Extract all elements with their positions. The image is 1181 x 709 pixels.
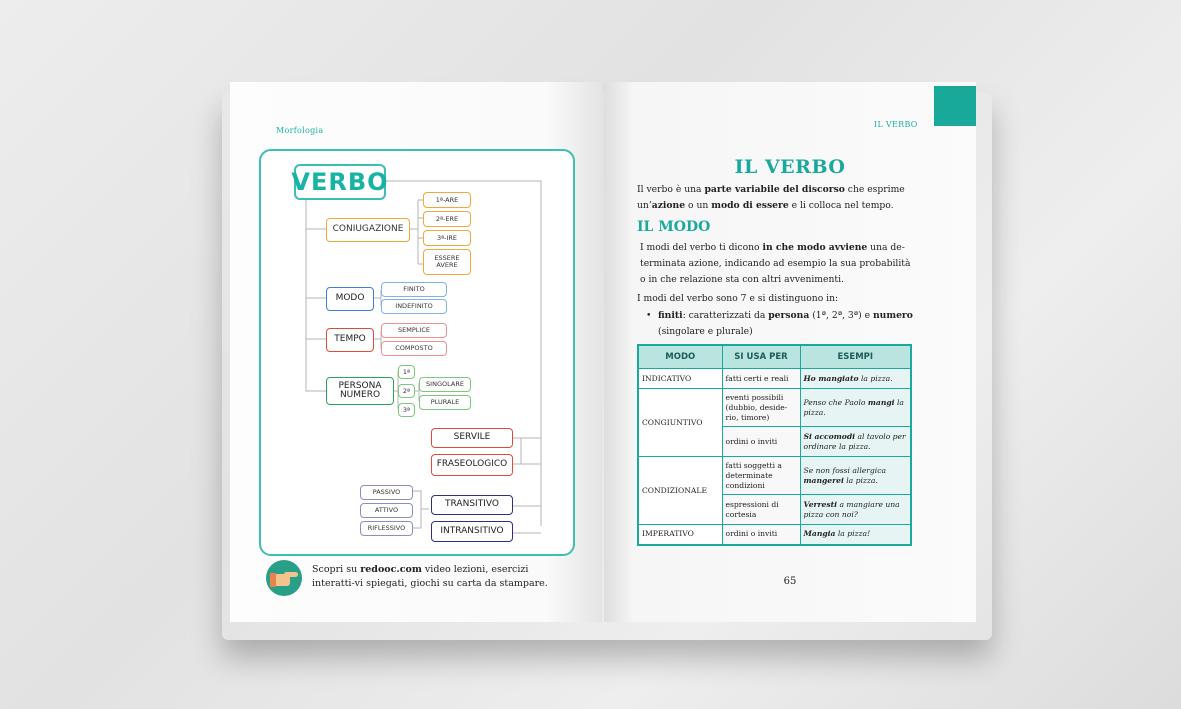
node-coniugazione: CONIUGAZIONE [326,218,410,242]
right-page [604,82,976,622]
ex-rest: la pizza. [803,397,904,417]
map-root-verbo: VERBO [294,164,386,200]
pointing-hand-icon [266,560,302,596]
ex-rest: la pizza. [843,475,878,485]
table-cell-esempio [800,525,911,545]
table-cell-modo: INDICATIVO [638,369,722,389]
chapter-tab [934,86,976,126]
node-attivo: ATTIVO [360,503,413,518]
verb-mind-map [259,149,575,556]
intro-b: parte variabile del discorso [704,184,845,195]
page-number: 65 [783,576,797,587]
node-terza-coniugazione: 3ª-IRE [423,230,471,246]
table-header: ESEMPI [800,345,911,369]
node-singolare: SINGOLARE [419,377,471,392]
intro-c: che esprime un’ [637,184,905,211]
table-cell-esempio [800,369,911,389]
node-transitivo: TRANSITIVO [431,495,513,515]
node-terza-persona: 3ª [398,403,415,417]
node-tempo: TEMPO [326,328,374,352]
page-title: IL VERBO [734,156,846,178]
intro-d: azione [651,200,686,211]
ex-bold: Si accomodi [803,431,856,441]
table-row [638,457,911,495]
intro-paragraph [637,182,915,214]
node-riflessivo: RIFLESSIVO [360,521,413,536]
table-cell-modo: CONGIUNTIVO [638,389,722,457]
table-cell-uso: eventi possibili (dubbio, deside-rio, timore) [722,389,800,427]
table-cell-esempio [800,495,911,525]
node-persona-numero: PERSONA NUMERO [326,377,394,405]
table-cell-esempio [800,389,911,427]
ex-bold: Verresti [803,499,838,509]
ex-rest: a mangiare una pizza con noi? [803,499,900,519]
ex-a: Se non fossi allergica [803,465,886,475]
right-page-header: IL VERBO [874,120,918,129]
node-passivo: PASSIVO [360,485,413,500]
node-prima-coniugazione: 1ª-ARE [423,192,471,208]
table-cell-uso: ordini o inviti [722,427,800,457]
ex-rest: al tavolo per ordinare la pizza. [803,431,906,451]
bullet-f: (singolare e plurale) [658,326,753,337]
promo-text [312,563,572,591]
ex-bold: mangerei [803,475,844,485]
node-fraseologico: FRASEOLOGICO [431,454,513,476]
node-seconda-persona: 2ª [398,384,415,398]
table-cell-uso: fatti certi e reali [722,369,800,389]
bullet-e: numero [872,310,913,321]
modo-p1-a: I modi del verbo ti dicono [640,242,763,253]
table-cell-modo: IMPERATIVO [638,525,722,545]
modo-p1-b: in che modo avviene [762,242,868,253]
table-row [638,389,911,427]
intro-a: Il verbo è una [637,184,705,195]
promo-post: video lezioni, esercizi interatti-vi spiegati, giochi su carta da stampare. [312,564,548,589]
node-intransitivo: INTRANSITIVO [431,521,513,542]
bullet-d: (1ª, 2ª, 3ª) e [809,310,873,321]
node-modo: MODO [326,287,374,311]
bullet-a: finiti [658,310,683,321]
ex-bold: Mangia [803,529,836,539]
node-prima-persona: 1ª [398,365,415,379]
promo-pre: Scopri su [312,564,361,575]
table-header: MODO [638,345,722,369]
ex-rest: la pizza. [858,373,893,383]
table-header: SI USA PER [722,345,800,369]
node-essere-avere: ESSERE AVERE [423,249,471,275]
modi-table [637,344,912,546]
node-semplice: SEMPLICE [381,323,447,338]
bullet-dot-icon: • [646,310,652,321]
ex-rest: la pizza! [835,529,871,539]
bullet-c: persona [768,310,810,321]
table-cell-uso: espressioni di cortesia [722,495,800,525]
node-servile: SERVILE [431,428,513,448]
intro-e: o un [685,200,712,211]
ex-a: Penso che Paolo [803,397,868,407]
table-row [638,369,911,389]
intro-f: modo di essere [711,200,789,211]
table-cell-uso: fatti soggetti a determinate condizioni [722,457,800,495]
node-indefinito: INDEFINITO [381,299,447,314]
table-cell-uso: ordini o inviti [722,525,800,545]
modo-p1-c: una de-terminata azione, indicando ad esempio la sua probabilità o in che relazione sta con altri avvenimenti. [640,242,911,285]
table-cell-esempio [800,427,911,457]
table-header-row [638,345,911,369]
modo-count-paragraph: I modi del verbo sono 7 e si distinguono in: [637,293,839,304]
modo-paragraph [640,240,916,288]
left-page-header: Morfologia [276,126,324,135]
node-plurale: PLURALE [419,395,471,410]
ex-bold: Ho mangiato [803,373,859,383]
table-row [638,525,911,545]
promo-site-link[interactable]: redooc.com [360,564,422,575]
intro-g: e li colloca nel tempo. [788,200,894,211]
node-finito: FINITO [381,282,447,297]
node-composto: COMPOSTO [381,341,447,356]
bullet-b: : caratterizzati da [682,310,769,321]
bullet-finiti [646,308,914,340]
table-cell-modo: CONDIZIONALE [638,457,722,525]
node-seconda-coniugazione: 2ª-ERE [423,211,471,227]
ex-bold: mangi [867,397,895,407]
table-cell-esempio [800,457,911,495]
section-title-modo: IL MODO [637,219,711,235]
left-page [230,82,602,622]
